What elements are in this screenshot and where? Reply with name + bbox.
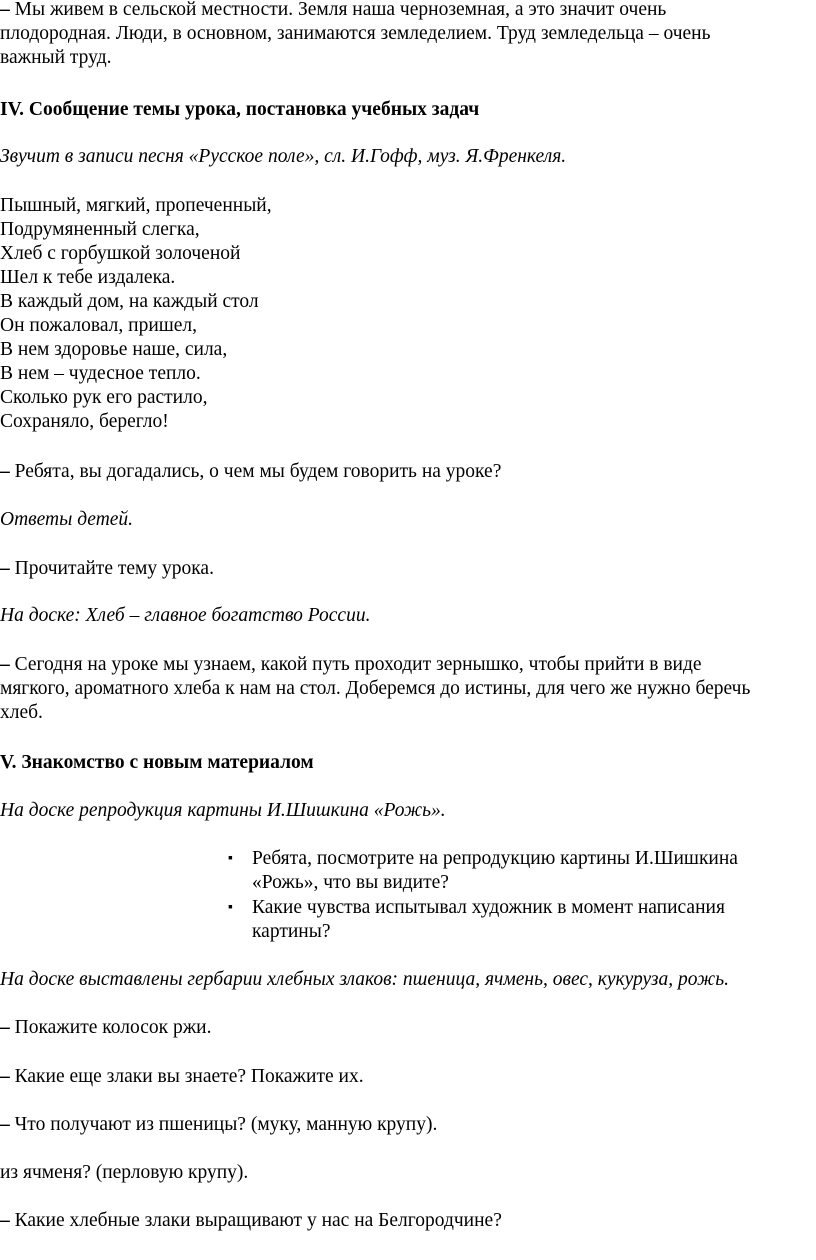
poem-line: Шел к тебе издалека. [0,267,176,288]
dash: – [0,558,10,579]
bullet-square-icon: ▪ [228,900,233,915]
dash: – [0,0,10,20]
today-line-2: мягкого, ароматного хлеба к нам на стол. Доберемся до истины, для чего же нужно беречь [0,678,751,699]
question-belgorod [0,1209,810,1233]
instruction-read-topic [0,557,810,581]
bullet-item [228,896,788,944]
poem-line: Он пожаловал, пришел, [0,315,198,336]
poem-line: Сколько рук его растило, [0,387,208,408]
board-topic: На доске: Хлеб – главное богатство России. [0,605,371,626]
question-text: Какие еще злаки вы знаете? Покажите их. [9,1066,364,1087]
poem-line: В нем – чудесное тепло. [0,363,201,384]
dash: – [0,1066,10,1087]
today-line-3: хлеб. [0,702,43,723]
board-herbarium-note: На доске выставлены гербарии хлебных злаков: пшеница, ячмень, овес, кукуруза, рожь. [0,969,729,990]
bullet-line: Какие чувства испытывал художник в момент написания [252,897,725,918]
song-note: Звучит в записи песня «Русское поле», сл. И.Гофф, муз. Я.Френкеля. [0,146,567,167]
poem-line: В нем здоровье наше, сила, [0,339,228,360]
today-line-1: Сегодня на уроке мы узнаем, какой путь проходит зернышко, чтобы прийти в виде [9,654,702,675]
question-text: Что получают из пшеницы? (муку, манную крупу). [9,1114,438,1135]
today-paragraph [0,653,810,725]
instruction-show-rye [0,1016,810,1040]
intro-line-1: Мы живем в сельской местности. Земля наша черноземная, а это значит очень [9,0,667,20]
dash: – [0,654,10,675]
intro-paragraph [0,0,810,70]
poem-line: Подрумяненный слегка, [0,219,200,240]
section-heading-v: V. Знакомство с новым материалом [0,752,314,773]
dash: – [0,461,10,482]
question-text: Ребята, вы догадались, о чем мы будем говорить на уроке? [9,461,502,482]
question-guess [0,460,810,484]
poem-line: В каждый дом, на каждый стол [0,291,259,312]
section-heading-iv: IV. Сообщение темы урока, постановка учебных задач [0,99,480,120]
dash: – [0,1114,10,1135]
poem-line: Хлеб с горбушкой золоченой [0,243,241,264]
question-barley: из ячменя? (перловую крупу). [0,1162,249,1183]
board-painting-note: На доске репродукция картины И.Шишкина «Рожь». [0,800,446,821]
dash: – [0,1210,10,1231]
bullet-item [228,847,788,895]
intro-line-3: важный труд. [0,47,112,68]
poem-line: Пышный, мягкий, пропеченный, [0,195,272,216]
bullet-line: Ребята, посмотрите на репродукцию картины И.Шишкина [252,848,738,869]
poem-line: Сохраняло, берегло! [0,411,169,432]
question-text: Какие хлебные злаки выращивают у нас на Белгородчине? [9,1210,502,1231]
bullet-square-icon: ▪ [228,851,233,866]
question-wheat [0,1113,810,1137]
question-other-grains [0,1065,810,1089]
poem [0,194,810,434]
instruction-text: Покажите колосок ржи. [9,1017,212,1038]
intro-line-2: плодородная. Люди, в основном, занимаются земледелием. Труд земледельца – очень [0,23,711,44]
instruction-text: Прочитайте тему урока. [9,558,214,579]
children-answers: Ответы детей. [0,509,134,530]
bullet-line: картины? [252,921,331,942]
bullet-line: «Рожь», что вы видите? [252,872,449,893]
dash: – [0,1017,10,1038]
